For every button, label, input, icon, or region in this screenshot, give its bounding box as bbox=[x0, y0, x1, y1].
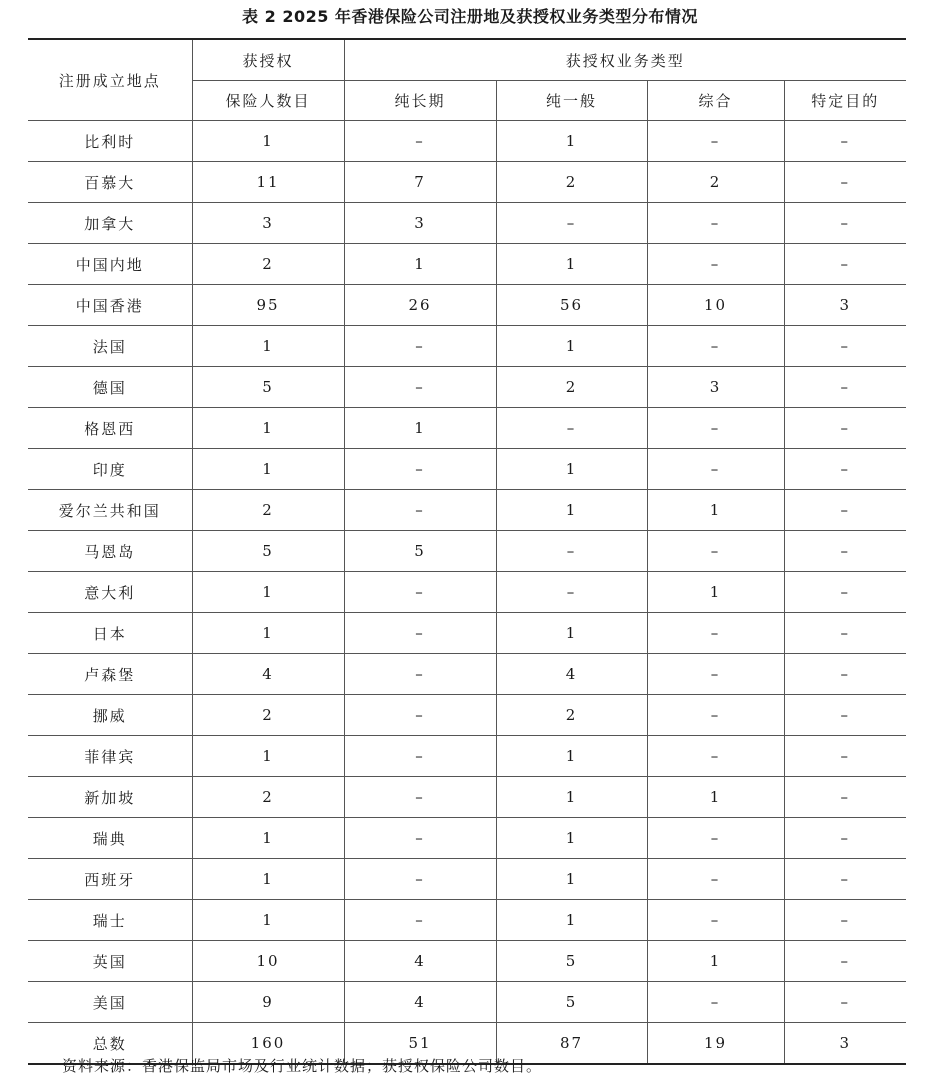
table-row bbox=[28, 736, 906, 777]
cell-authorized-count: 9 bbox=[192, 982, 344, 1023]
cell-general: 5 bbox=[496, 982, 647, 1023]
cell-composite: 1 bbox=[647, 777, 784, 818]
cell-place: 瑞士 bbox=[28, 900, 192, 941]
cell-general: 4 bbox=[496, 654, 647, 695]
table-row bbox=[28, 162, 906, 203]
cell-composite: 3 bbox=[647, 367, 784, 408]
header-type-general: 纯一般 bbox=[496, 81, 647, 121]
cell-authorized-count: 2 bbox=[192, 695, 344, 736]
cell-long-term: 4 bbox=[344, 941, 496, 982]
table-row bbox=[28, 449, 906, 490]
cell-authorized-count: 1 bbox=[192, 736, 344, 777]
cell-general: 1 bbox=[496, 326, 647, 367]
table-row bbox=[28, 203, 906, 244]
total-cell-composite: 19 bbox=[647, 1023, 784, 1065]
cell-place: 印度 bbox=[28, 449, 192, 490]
cell-special-purpose: – bbox=[784, 408, 906, 449]
cell-place: 德国 bbox=[28, 367, 192, 408]
cell-long-term: 1 bbox=[344, 408, 496, 449]
cell-composite: – bbox=[647, 695, 784, 736]
cell-place: 中国内地 bbox=[28, 244, 192, 285]
cell-authorized-count: 1 bbox=[192, 449, 344, 490]
cell-special-purpose: – bbox=[784, 490, 906, 531]
cell-special-purpose: – bbox=[784, 859, 906, 900]
cell-long-term: – bbox=[344, 572, 496, 613]
cell-general: 1 bbox=[496, 121, 647, 162]
cell-place: 马恩岛 bbox=[28, 531, 192, 572]
cell-authorized-count: 1 bbox=[192, 121, 344, 162]
cell-special-purpose: 3 bbox=[784, 285, 906, 326]
cell-general: 5 bbox=[496, 941, 647, 982]
table-title: 表 2 2025 年香港保险公司注册地及获授权业务类型分布情况 bbox=[242, 7, 698, 26]
cell-place: 英国 bbox=[28, 941, 192, 982]
cell-general: 1 bbox=[496, 900, 647, 941]
cell-composite: – bbox=[647, 244, 784, 285]
cell-long-term: – bbox=[344, 777, 496, 818]
cell-special-purpose: – bbox=[784, 121, 906, 162]
cell-general: 1 bbox=[496, 449, 647, 490]
cell-long-term: – bbox=[344, 654, 496, 695]
cell-long-term: 4 bbox=[344, 982, 496, 1023]
cell-authorized-count: 1 bbox=[192, 326, 344, 367]
cell-authorized-count: 10 bbox=[192, 941, 344, 982]
cell-composite: 1 bbox=[647, 490, 784, 531]
cell-place: 挪威 bbox=[28, 695, 192, 736]
cell-general: 56 bbox=[496, 285, 647, 326]
total-cell-long-term: 51 bbox=[344, 1023, 496, 1065]
table-row bbox=[28, 818, 906, 859]
cell-composite: – bbox=[647, 736, 784, 777]
cell-authorized-count: 2 bbox=[192, 244, 344, 285]
table-row bbox=[28, 941, 906, 982]
cell-composite: – bbox=[647, 203, 784, 244]
cell-authorized-count: 2 bbox=[192, 490, 344, 531]
cell-authorized-count: 2 bbox=[192, 777, 344, 818]
cell-special-purpose: – bbox=[784, 818, 906, 859]
cell-general: – bbox=[496, 203, 647, 244]
cell-composite: – bbox=[647, 982, 784, 1023]
cell-composite: – bbox=[647, 531, 784, 572]
cell-special-purpose: – bbox=[784, 982, 906, 1023]
cell-long-term: – bbox=[344, 490, 496, 531]
cell-general: – bbox=[496, 531, 647, 572]
cell-special-purpose: – bbox=[784, 367, 906, 408]
cell-composite: – bbox=[647, 326, 784, 367]
cell-special-purpose: – bbox=[784, 654, 906, 695]
table-row bbox=[28, 490, 906, 531]
cell-composite: – bbox=[647, 408, 784, 449]
cell-place: 卢森堡 bbox=[28, 654, 192, 695]
cell-general: 2 bbox=[496, 695, 647, 736]
cell-place: 意大利 bbox=[28, 572, 192, 613]
table-row bbox=[28, 982, 906, 1023]
header-authorized: 获授权 bbox=[192, 39, 344, 81]
source-note: 资料来源：香港保监局市场及行业统计数据；获授权保险公司数目。 bbox=[62, 1057, 543, 1075]
table-row bbox=[28, 408, 906, 449]
cell-special-purpose: – bbox=[784, 531, 906, 572]
cell-composite: – bbox=[647, 859, 784, 900]
cell-general: 1 bbox=[496, 244, 647, 285]
cell-special-purpose: – bbox=[784, 162, 906, 203]
cell-general: 1 bbox=[496, 859, 647, 900]
cell-composite: – bbox=[647, 818, 784, 859]
cell-special-purpose: – bbox=[784, 695, 906, 736]
cell-authorized-count: 3 bbox=[192, 203, 344, 244]
cell-authorized-count: 11 bbox=[192, 162, 344, 203]
cell-special-purpose: – bbox=[784, 613, 906, 654]
cell-authorized-count: 5 bbox=[192, 531, 344, 572]
cell-place: 法国 bbox=[28, 326, 192, 367]
cell-place: 中国香港 bbox=[28, 285, 192, 326]
cell-composite: 1 bbox=[647, 941, 784, 982]
table-row bbox=[28, 859, 906, 900]
cell-general: 1 bbox=[496, 818, 647, 859]
cell-composite: – bbox=[647, 121, 784, 162]
header-authorized-count: 保险人数目 bbox=[192, 81, 344, 121]
insurer-distribution-table bbox=[28, 38, 906, 1065]
cell-special-purpose: – bbox=[784, 572, 906, 613]
cell-general: 1 bbox=[496, 613, 647, 654]
total-cell-authorized-count: 160 bbox=[192, 1023, 344, 1065]
cell-authorized-count: 1 bbox=[192, 818, 344, 859]
cell-general: 1 bbox=[496, 490, 647, 531]
cell-long-term: – bbox=[344, 613, 496, 654]
cell-general: – bbox=[496, 408, 647, 449]
cell-place: 瑞典 bbox=[28, 818, 192, 859]
cell-composite: 1 bbox=[647, 572, 784, 613]
cell-general: – bbox=[496, 572, 647, 613]
cell-special-purpose: – bbox=[784, 203, 906, 244]
cell-long-term: 1 bbox=[344, 244, 496, 285]
cell-long-term: 3 bbox=[344, 203, 496, 244]
cell-authorized-count: 4 bbox=[192, 654, 344, 695]
cell-general: 1 bbox=[496, 736, 647, 777]
cell-authorized-count: 1 bbox=[192, 613, 344, 654]
header-type-long-term: 纯长期 bbox=[344, 81, 496, 121]
cell-special-purpose: – bbox=[784, 900, 906, 941]
header-type-composite: 综合 bbox=[647, 81, 784, 121]
table-row bbox=[28, 777, 906, 818]
cell-long-term: – bbox=[344, 449, 496, 490]
cell-place: 加拿大 bbox=[28, 203, 192, 244]
cell-authorized-count: 1 bbox=[192, 408, 344, 449]
cell-place: 菲律宾 bbox=[28, 736, 192, 777]
cell-special-purpose: – bbox=[784, 941, 906, 982]
cell-composite: 10 bbox=[647, 285, 784, 326]
cell-long-term: – bbox=[344, 121, 496, 162]
cell-composite: – bbox=[647, 900, 784, 941]
total-cell-place: 总数 bbox=[28, 1023, 192, 1065]
cell-special-purpose: – bbox=[784, 777, 906, 818]
table-row bbox=[28, 326, 906, 367]
cell-place: 美国 bbox=[28, 982, 192, 1023]
cell-place: 新加坡 bbox=[28, 777, 192, 818]
cell-long-term: – bbox=[344, 900, 496, 941]
cell-long-term: – bbox=[344, 736, 496, 777]
cell-place: 爱尔兰共和国 bbox=[28, 490, 192, 531]
cell-place: 格恩西 bbox=[28, 408, 192, 449]
table-row bbox=[28, 367, 906, 408]
cell-long-term: – bbox=[344, 695, 496, 736]
cell-long-term: – bbox=[344, 859, 496, 900]
cell-general: 1 bbox=[496, 777, 647, 818]
cell-long-term: – bbox=[344, 326, 496, 367]
cell-general: 2 bbox=[496, 367, 647, 408]
table-row bbox=[28, 531, 906, 572]
total-cell-general: 87 bbox=[496, 1023, 647, 1065]
cell-special-purpose: – bbox=[784, 244, 906, 285]
cell-composite: 2 bbox=[647, 162, 784, 203]
table-row bbox=[28, 613, 906, 654]
cell-place: 西班牙 bbox=[28, 859, 192, 900]
cell-place: 日本 bbox=[28, 613, 192, 654]
cell-authorized-count: 1 bbox=[192, 859, 344, 900]
cell-authorized-count: 1 bbox=[192, 572, 344, 613]
cell-special-purpose: – bbox=[784, 449, 906, 490]
table-row bbox=[28, 695, 906, 736]
header-registration-place: 注册成立地点 bbox=[28, 39, 192, 121]
table-row bbox=[28, 121, 906, 162]
table-row bbox=[28, 244, 906, 285]
cell-long-term: – bbox=[344, 367, 496, 408]
cell-authorized-count: 95 bbox=[192, 285, 344, 326]
header-business-types: 获授权业务类型 bbox=[344, 39, 906, 81]
total-cell-special-purpose: 3 bbox=[784, 1023, 906, 1065]
cell-long-term: 26 bbox=[344, 285, 496, 326]
cell-authorized-count: 1 bbox=[192, 900, 344, 941]
cell-composite: – bbox=[647, 654, 784, 695]
table-row bbox=[28, 654, 906, 695]
cell-composite: – bbox=[647, 449, 784, 490]
header-type-special-purpose: 特定目的 bbox=[784, 81, 906, 121]
cell-place: 百慕大 bbox=[28, 162, 192, 203]
cell-special-purpose: – bbox=[784, 326, 906, 367]
cell-long-term: 7 bbox=[344, 162, 496, 203]
table-row bbox=[28, 572, 906, 613]
cell-place: 比利时 bbox=[28, 121, 192, 162]
cell-general: 2 bbox=[496, 162, 647, 203]
cell-long-term: – bbox=[344, 818, 496, 859]
cell-special-purpose: – bbox=[784, 736, 906, 777]
table-row bbox=[28, 900, 906, 941]
cell-authorized-count: 5 bbox=[192, 367, 344, 408]
table-body bbox=[28, 121, 906, 1065]
table-row bbox=[28, 285, 906, 326]
cell-composite: – bbox=[647, 613, 784, 654]
cell-long-term: 5 bbox=[344, 531, 496, 572]
